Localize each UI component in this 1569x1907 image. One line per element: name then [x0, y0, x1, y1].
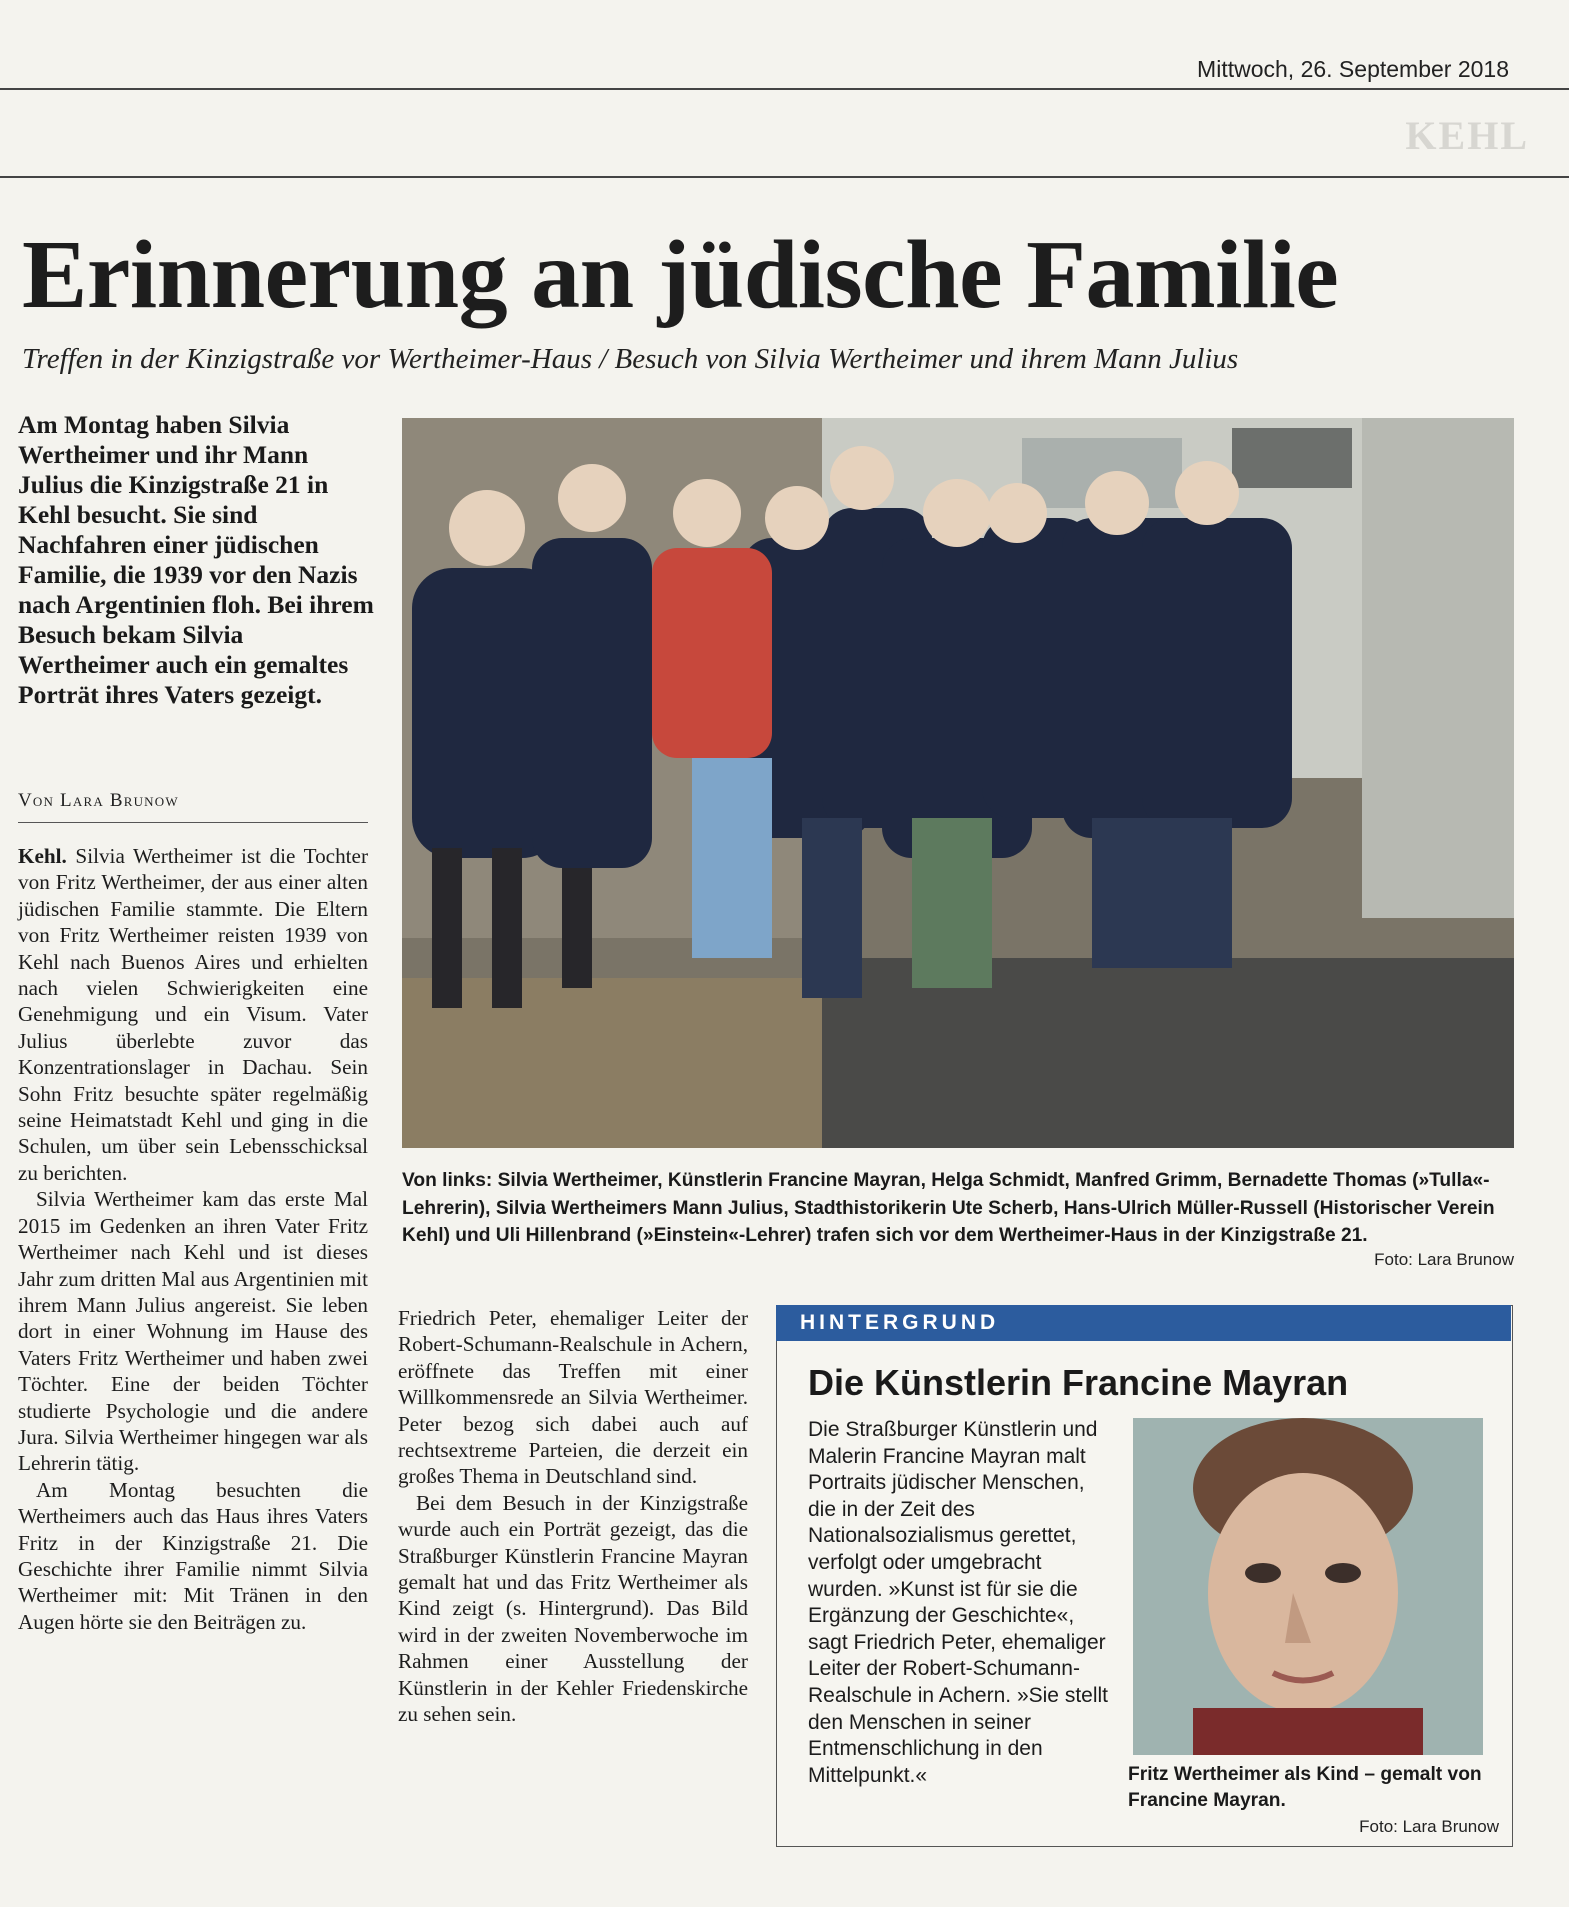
paragraph: Silvia Wertheimer kam das erste Mal 2015 im Gedenken an ihren Vater Fritz Wertheimer nach Kehl und ist dieses Jahr zum dritten Mal aus Argentinien mit ihrem Mann Julius angereist. Sie leben dort in einer Wohnung im Hause des Vaters Fritz Wertheimer und haben zwei Töchter. Eine der beiden Töchter studierte Psychologie und die andere Jura. Silvia Wertheimer hingegen war als Lehrerin tätig. [18, 1187, 368, 1476]
box-tag-label: HINTERGRUND [800, 1311, 1000, 1334]
header-rule [0, 88, 1569, 90]
article-column-2 [398, 1305, 748, 1728]
photo-credit: Foto: Lara Brunow [1374, 1250, 1514, 1269]
article-byline: Von Lara Brunow [18, 790, 179, 811]
paragraph: Bei dem Besuch in der Kinzigstraße wurde auch ein Porträt gezeigt, das die Straßburger Künstlerin Francine Mayran gemalt hat und das Fritz Wertheimer als Kind zeigt (s. Hintergrund). Das Bild wird in der zweiten Novemberwoche im Rahmen einer Ausstellung der Künstlerin in der Kehler Friedenskirche zu sehen sein. [398, 1490, 748, 1727]
paragraph: Am Montag besuchten die Wertheimers auch das Haus ihres Vaters Fritz in der Kinzigstraße 21. Die Geschichte ihrer Familie nimmt Silvia Wertheimer mit: Mit Tränen in den Augen hörte sie den Beiträgen zu. [18, 1477, 368, 1634]
section-rule [0, 176, 1569, 178]
group-photo-illustration [402, 418, 1514, 1148]
paragraph [18, 843, 368, 1186]
box-title: Die Künstlerin Francine Mayran [808, 1362, 1349, 1403]
portrait-caption: Fritz Wertheimer als Kind – gemalt von Francine Mayran. [1128, 1764, 1482, 1811]
portrait-illustration [1133, 1418, 1483, 1755]
paragraph: Friedrich Peter, ehemaliger Leiter der Robert-Schumann-Realschule in Achern, eröffnete das Treffen mit einer Willkommensrede an Silvia Wertheimer. Peter bezog sich dabei auch auf rechtsextreme Parteien, die derzeit ein großes Thema in Deutschland sind. [398, 1306, 748, 1489]
box-text: Die Straßburger Künstlerin und Malerin Francine Mayran malt Portraits jüdischer Menschen, die in der Zeit des Nationalsozialismus gerettet, verfolgt oder umgebracht wurden. »Kunst ist für sie die Ergänzung der Geschichte«, sagt Friedrich Peter, ehemaliger Leiter der Robert-Schumann-Realschule in Achern. »Sie stellt den Menschen in seiner Entmenschlichung in den Mittelpunkt.« [808, 1418, 1108, 1787]
group-photo [402, 418, 1514, 1148]
dateline: Kehl. [18, 844, 67, 868]
article-lead: Am Montag haben Silvia Wertheimer und ihr Mann Julius die Kinzigstraße 21 in Kehl besucht. Sie sind Nachfahren einer jüdischen Familie, die 1939 vor den Nazis nach Argentinien floh. Bei ihrem Besuch bekam Silvia Wertheimer auch ein gemaltes Porträt ihres Vaters gezeigt. [18, 410, 374, 709]
article-headline: Erinnerung an jüdische Familie [22, 221, 1339, 329]
section-name: KEHL [1405, 113, 1529, 158]
portrait-painting [1133, 1418, 1483, 1755]
paragraph-text: Silvia Wertheimer ist die Tochter von Fritz Wertheimer, der aus einer alten jüdischen Familie stammte. Die Eltern von Fritz Wertheimer reisten 1939 von Kehl nach Buenos Aires und erhielten nach vielen Schwierigkeiten eine Genehmigung und ein Visum. Vater Julius überlebte zuvor das Konzentrationslager in Dachau. Sein Sohn Fritz besuchte später regelmäßig seine Heimatstadt Kehl und ging in die Schulen, um über sein Lebensschicksal zu berichten. [18, 844, 369, 1185]
article-subheadline: Treffen in der Kinzigstraße vor Wertheimer-Haus / Besuch von Silvia Wertheimer und ihrem Mann Julius [22, 343, 1239, 375]
byline-rule [18, 822, 368, 823]
issue-date: Mittwoch, 26. September 2018 [1197, 56, 1509, 82]
article-column-1 [18, 843, 368, 1635]
portrait-credit: Foto: Lara Brunow [1359, 1817, 1499, 1836]
photo-caption: Von links: Silvia Wertheimer, Künstlerin Francine Mayran, Helga Schmidt, Manfred Grimm, Bernadette Thomas (»Tulla«-Lehrerin), Silvia Wertheimers Mann Julius, Stadthistorikerin Ute Scherb, Hans-Ulrich Müller-Russell (Historischer Verein Kehl) und Uli Hillenbrand (»Einstein«-Lehrer) trafen sich vor dem Wertheimer-Haus in der Kinzigstraße 21. [402, 1170, 1495, 1246]
